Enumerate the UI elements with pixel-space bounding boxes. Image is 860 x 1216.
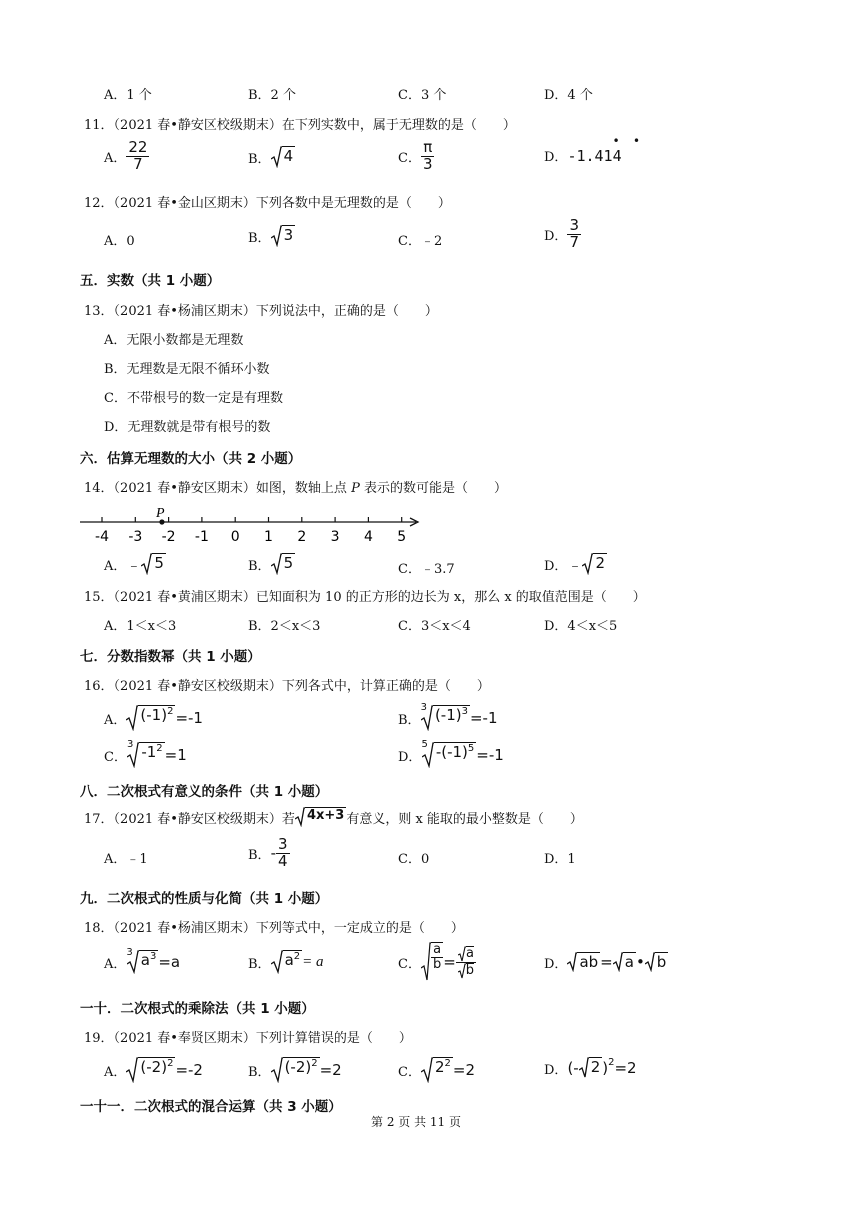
q16-option-a: A． $(-1)^2$ =-1 <box>104 705 203 731</box>
sqrt: ab <box>567 952 600 972</box>
fraction: $\frac{a}{b}$ <box>432 942 442 972</box>
q10-option-d: D．4 个 <box>544 88 593 103</box>
sqrt: 5 <box>271 553 296 575</box>
fraction-of-roots: $\frac{a}{b}$ <box>456 946 476 979</box>
section-heading: 一十．二次根式的乘除法（共 1 小题） <box>80 1001 315 1017</box>
q17-option-a: A．﹣1 <box>104 852 148 867</box>
sqrt: a <box>613 952 636 972</box>
fifth-root: 5 $-(-1)^5$ <box>421 742 476 768</box>
axis-tick-label: -2 <box>161 529 176 545</box>
sqrt: $2^2$ <box>421 1057 453 1083</box>
q15-stem: 15．（2021 春•黄浦区期末）已知面积为 10 的正方形的边长为 x，那么 x 的取值范围是（ ） <box>84 590 646 605</box>
q11-stem: 11．（2021 春•静安区校级期末）在下列实数中，属于无理数的是（ ） <box>84 118 516 133</box>
q10-option-c: C．3 个 <box>398 88 447 103</box>
q13-option-a: A．无限小数都是无理数 <box>104 333 244 348</box>
q11-option-c: C． $\frac{\pi}{3}$ <box>398 138 433 173</box>
cube-root: 3 $(-1)^3$ <box>421 705 470 731</box>
q16-stem: 16．（2021 春•静安区校级期末）下列各式中，计算正确的是（ ） <box>84 679 490 694</box>
q11-option-d: D． -1.414 • • <box>544 133 644 165</box>
sqrt <box>421 942 443 982</box>
sqrt: 5 <box>141 553 166 575</box>
number-line <box>80 502 430 546</box>
q14-option-b: B． 5 <box>248 554 294 574</box>
fraction: $\frac{\pi}{3}$ <box>422 138 433 173</box>
q14-option-d: D． ﹣ 2 <box>544 554 605 574</box>
q16-option-c: C． 3 $-1^2$ =1 <box>104 742 187 768</box>
q17-option-c: C．0 <box>398 852 430 867</box>
q18-option-c: C． $\frac{a}{b}$ = $\frac{a}{b}$ <box>398 942 476 982</box>
q14-option-c: C．﹣3.7 <box>398 562 455 577</box>
q12-option-d: D． $\frac{3}{7}$ <box>544 216 579 251</box>
q12-option-a: A．0 <box>104 234 135 249</box>
q12-option-b: B． 3 <box>248 226 294 246</box>
q19-option-b: B． $(-2)^2$ =2 <box>248 1057 342 1083</box>
q13-option-b: B．无理数是无限不循环小数 <box>104 362 270 377</box>
page-footer: 第 2 页 共 11 页 <box>371 1115 461 1129</box>
fraction: $\frac{3}{7}$ <box>569 216 579 251</box>
axis-tick-label: 0 <box>230 529 240 545</box>
q17-option-b: B． - $\frac{3}{4}$ <box>248 835 288 870</box>
q16-option-b: B． 3 $(-1)^3$ =-1 <box>398 705 498 731</box>
q19-stem: 19．（2021 春•奉贤区期末）下列计算错误的是（ ） <box>84 1031 412 1046</box>
sqrt: b <box>645 952 669 972</box>
cube-root: 3 $a^3$ <box>126 950 158 974</box>
axis-tick-label: -1 <box>194 529 209 545</box>
section-heading: 七．分数指数幂（共 1 小题） <box>80 649 261 665</box>
q15-option-b: B．2＜x＜3 <box>248 619 321 634</box>
point-p-label: P <box>155 506 165 521</box>
sqrt: $(-2)^2$ <box>271 1057 320 1083</box>
q15-option-c: C．3＜x＜4 <box>398 619 471 634</box>
repeating-decimal: -1.414 • • <box>567 133 644 165</box>
q18-option-d: D． ab = a • b <box>544 953 667 972</box>
q12-stem: 12．（2021 春•金山区期末）下列各数中是无理数的是（ ） <box>84 196 451 211</box>
axis-tick-label: 2 <box>297 529 307 545</box>
sqrt: $(-2)^2$ <box>126 1057 175 1083</box>
q19-option-d: D． (- 2 ) $^2$ =2 <box>544 1057 637 1078</box>
q12-option-c: C．﹣2 <box>398 234 443 249</box>
section-heading: 一十一．二次根式的混合运算（共 3 小题） <box>80 1099 342 1115</box>
fraction: $\frac{22}{7}$ <box>128 138 148 173</box>
sqrt: 3 <box>271 225 296 247</box>
q14-stem: 14．（2021 春•静安区期末）如图，数轴上点 P 表示的数可能是（ ） <box>84 481 507 496</box>
q15-option-a: A．1＜x＜3 <box>104 619 177 634</box>
q18-option-b: B． $a^2$ = a <box>248 950 324 974</box>
q13-option-d: D．无理数就是带有根号的数 <box>104 420 271 435</box>
axis-tick-label: 1 <box>264 529 273 545</box>
q17-option-d: D．1 <box>544 852 576 867</box>
sqrt: 2 <box>579 1057 603 1079</box>
q18-stem: 18．（2021 春•杨浦区期末）下列等式中，一定成立的是（ ） <box>84 921 464 936</box>
q10-option-b: B．2 个 <box>248 88 296 103</box>
q16-option-d: D． 5 $-(-1)^5$ =-1 <box>398 742 504 768</box>
q19-option-c: C． $2^2$ =2 <box>398 1057 475 1083</box>
q13-option-c: C．不带根号的数一定是有理数 <box>104 391 283 406</box>
cube-root: 3 $-1^2$ <box>127 742 165 768</box>
sqrt: 2 <box>582 553 607 575</box>
q14-option-a: A． ﹣ 5 <box>104 554 164 574</box>
q10-option-a: A．1 个 <box>104 88 152 103</box>
q17-stem: 17．（2021 春•静安区校级期末）若 4x+3 有意义，则 x 能取的最小整数是（ ） <box>84 808 583 827</box>
axis-tick-label: 5 <box>397 529 407 545</box>
sqrt: 4 <box>271 146 296 168</box>
q11-option-b: B． 4 <box>248 147 294 167</box>
q13-stem: 13．（2021 春•杨浦区期末）下列说法中，正确的是（ ） <box>84 304 438 319</box>
axis-tick-label: -4 <box>95 529 109 545</box>
q11-option-a: A． $\frac{22}{7}$ <box>104 138 148 173</box>
section-heading: 六．估算无理数的大小（共 2 小题） <box>80 451 302 467</box>
section-heading: 九．二次根式的性质与化简（共 1 小题） <box>80 891 329 907</box>
q19-option-a: A． $(-2)^2$ =-2 <box>104 1057 203 1083</box>
axis-tick-label: -3 <box>128 529 143 545</box>
sqrt: 4x+3 <box>295 807 346 827</box>
q15-option-d: D．4＜x＜5 <box>544 619 618 634</box>
q18-option-a: A． 3 $a^3$ =a <box>104 950 180 974</box>
axis-tick-label: 4 <box>363 529 373 545</box>
section-heading: 八．二次根式有意义的条件（共 1 小题） <box>80 784 329 800</box>
section-heading: 五．实数（共 1 小题） <box>80 273 221 289</box>
axis-tick-label: 3 <box>330 529 340 545</box>
sqrt: $a^2$ <box>271 950 303 974</box>
fraction: $\frac{3}{4}$ <box>277 835 288 870</box>
sqrt: $(-1)^2$ <box>126 705 175 731</box>
